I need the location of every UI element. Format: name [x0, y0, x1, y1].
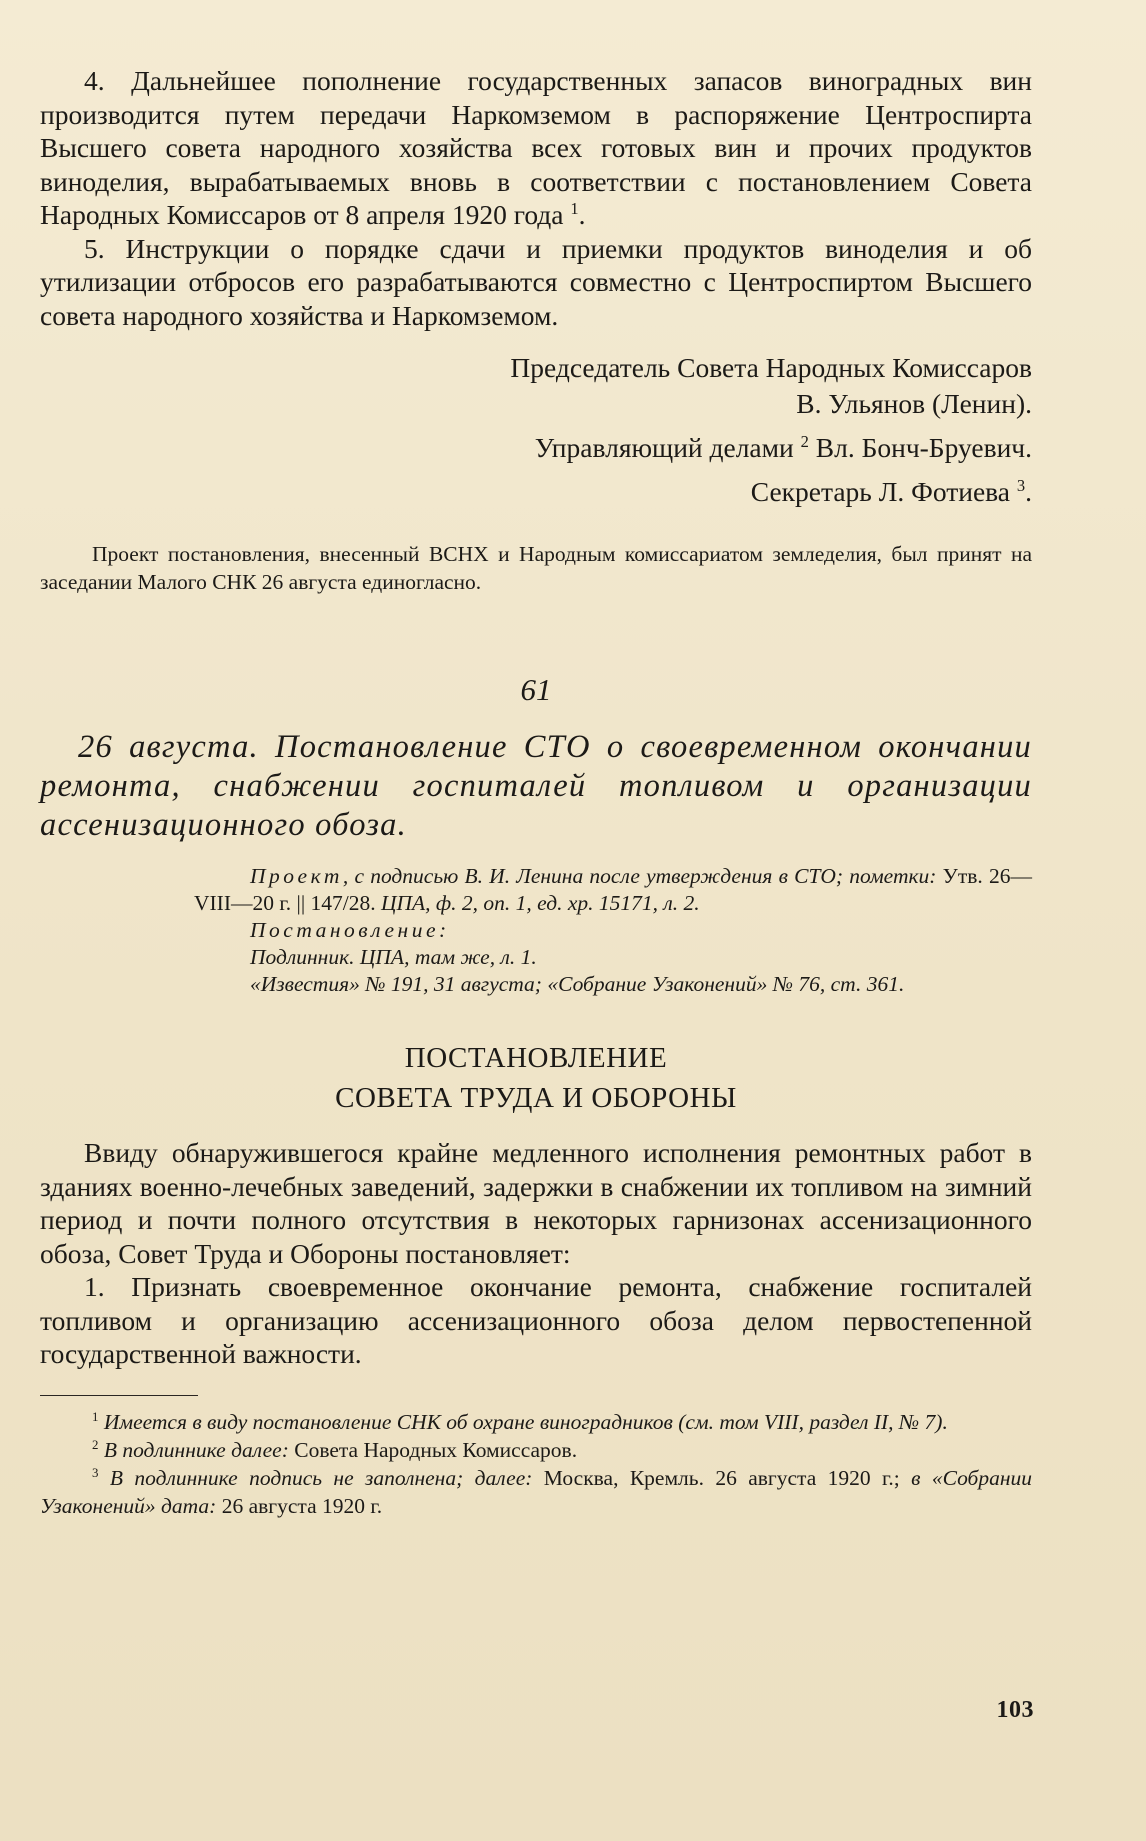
archival-decree-label: Постановление:	[250, 918, 450, 942]
archival-publication: «Известия» № 191, 31 августа; «Собрание Узаконений» № 76, ст. 361.	[250, 972, 905, 996]
signature-chairman-name: В. Ульянов (Ленин).	[796, 388, 1032, 419]
footnote-ref-3: 3	[1016, 475, 1026, 495]
footnote-1-mark: 1	[92, 1409, 99, 1424]
signatures-block	[40, 350, 1032, 510]
signature-manager-name: Вл. Бонч-Бруевич.	[808, 432, 1032, 463]
footnote-3-text-a: Москва, Кремль. 26 августа 1920 г.;	[532, 1465, 900, 1490]
paragraph-5: 5. Инструкции о порядке сдачи и приемки продуктов виноделия и об утилизации отбросов его разрабатываются совместно с Центроспиртом Высшего совета народного хозяйства и Наркомземом.	[40, 232, 1032, 331]
footnote-2	[40, 1436, 1032, 1464]
archival-original: Подлинник. ЦПА, там же, л. 1.	[250, 945, 537, 969]
decree-item-1: 1. Признать своевременное окончание ремонта, снабжение госпиталей топливом и организацию ассенизационного обоза делом первостепенной государственной важности.	[40, 1271, 1032, 1369]
footnote-1-text: Имеется в виду постановление СНК об охране виноградников (см. том VIII, раздел II, № 7).	[103, 1409, 948, 1434]
document-title: 26 августа. Постановление СТО о своевременном окончании ремонта, снабжении госпиталей топливом и организации ассенизационного обоза.	[40, 729, 1032, 843]
paragraph-4	[40, 64, 1032, 232]
footnote-divider	[40, 1395, 198, 1396]
footnote-3	[40, 1464, 1032, 1520]
footnote-2-italic: В подлиннике далее:	[103, 1437, 289, 1462]
footnote-2-mark: 2	[92, 1437, 99, 1452]
document-number: 61	[520, 672, 552, 707]
footnote-2-text: Совета Народных Комиссаров.	[288, 1437, 578, 1462]
decree-preamble: Ввиду обнаружившегося крайне медленного исполнения ремонтных работ в зданиях военно-лечебных заведений, задержки в снабжении их топливом на зимний период и почти полного отсутствия в некоторых гарнизонах ассенизационного обоза, Совет Труда и Обороны постановляет:	[40, 1137, 1032, 1269]
footnote-3-italic-b: в «Собрании Узаконений» дата:	[40, 1465, 1033, 1518]
footnote-1	[40, 1408, 1032, 1436]
footnote-ref-2: 2	[800, 431, 809, 451]
decree-body	[40, 1136, 1032, 1371]
archival-project-label: Проект	[250, 864, 343, 888]
footnote-3-mark: 3	[92, 1465, 99, 1480]
footnote-3-text-b: 26 августа 1920 г.	[216, 1493, 383, 1518]
signature-secretary-text: Секретарь Л. Фотиева	[750, 476, 1010, 507]
decree-heading-line-1: ПОСТАНОВЛЕНИЕ	[404, 1042, 668, 1074]
signature-chairman-title: Председатель Совета Народных Комиссаров	[510, 352, 1032, 383]
page-content	[40, 64, 1032, 1520]
footnotes	[40, 1408, 1032, 1520]
signature-manager	[40, 430, 1032, 466]
adoption-note: Проект постановления, внесенный ВСНХ и Народным комиссариатом земледелия, был принят на заседании Малого СНК 26 августа единогласно.	[40, 542, 1032, 594]
archival-project	[194, 863, 1032, 917]
footnote-ref-1: 1	[570, 198, 579, 218]
paragraph-4-end: .	[578, 199, 586, 230]
footnote-3-italic-a: В подлиннике подпись не заполнена; далее:	[109, 1465, 533, 1490]
decree-heading-line-2: СОВЕТА ТРУДА И ОБОРОНЫ	[335, 1082, 737, 1114]
archival-project-text: , с подписью В. И. Ленина после утверждения в СТО; пометки:	[342, 864, 937, 888]
page-number: 103	[996, 1697, 1034, 1723]
archival-project-source: ЦПА, ф. 2, оп. 1, ед. хр. 15171, л. 2.	[375, 891, 700, 915]
paragraph-4-text: 4. Дальнейшее пополнение государственных запасов виноградных вин производится путем передачи Наркомземом в распоряжение Центроспирта Высшего совета народного хозяйства всех готовых вин и прочих продуктов виноделия, вырабатываемых вновь в соответствии с постановлением Совета Народных Комиссаров от 8 апреля 1920 года	[40, 65, 1032, 230]
archival-references	[194, 863, 1032, 998]
decree-heading	[40, 1038, 1032, 1118]
archival-project-marks: Утв. 26—VIII—20 г. || 147/28.	[194, 864, 1032, 915]
signature-secretary-end: .	[1025, 476, 1032, 507]
signature-secretary	[40, 474, 1032, 510]
signature-manager-title: Управляющий делами	[534, 432, 794, 463]
